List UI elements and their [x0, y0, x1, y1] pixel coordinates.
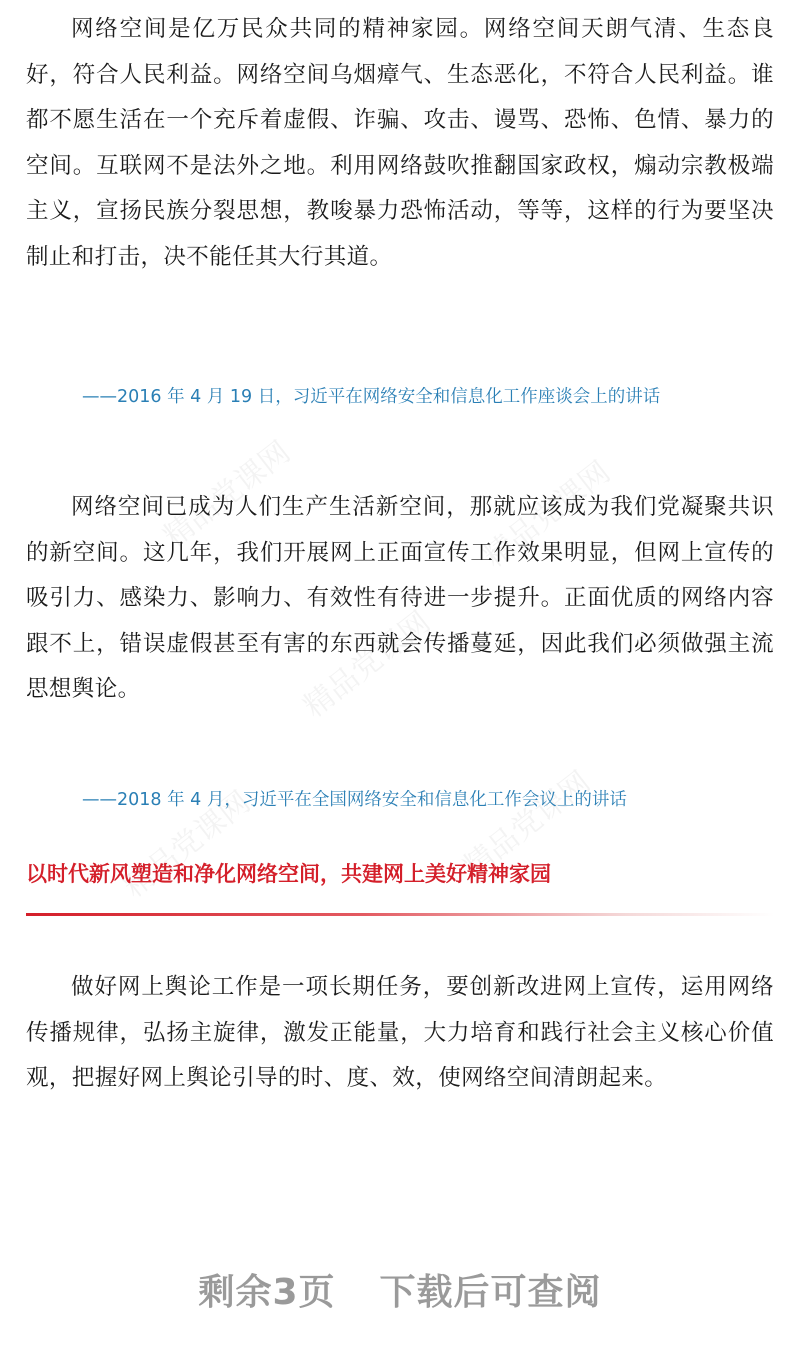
watermark: 精品党课网 [117, 784, 258, 905]
body-paragraph-2: 网络空间已成为人们生产生活新空间，那就应该成为我们党凝聚共识的新空间。这几年，我们开展网上正面宣传工作效果明显，但网上宣传的吸引力、感染力、影响力、有效性有待进一步提升。正面优质的网络内容跟不上，错误虚假甚至有害的东西就会传播蔓延，因此我们必须做强主流思想舆论。 [26, 494, 774, 702]
body-paragraph-3: 做好网上舆论工作是一项长期任务，要创新改进网上宣传，运用网络传播规律，弘扬主旋律，激发正能量，大力培育和践行社会主义核心价值观，把握好网上舆论引导的时、度、效，使网络空间清朗起来。 [26, 974, 774, 1091]
watermark: 精品党课网 [457, 764, 598, 885]
quote-attribution-2: ——2018 年 4 月，习近平在全国网络安全和信息化工作会议上的讲话 [82, 790, 627, 810]
download-to-view-text: 下载后可查阅 [379, 1272, 602, 1313]
quote-attribution-1: ——2016 年 4 月 19 日，习近平在网络安全和信息化工作座谈会上的讲话 [82, 387, 661, 407]
remaining-pages-text: 剩余3页 [198, 1272, 336, 1313]
download-prompt[interactable] [0, 1264, 800, 1315]
body-paragraph-1: 网络空间是亿万民众共同的精神家园。网络空间天朗气清、生态良好，符合人民利益。网络空间乌烟瘴气、生态恶化，不符合人民利益。谁都不愿生活在一个充斥着虚假、诈骗、攻击、谩骂、恐怖、色情、暴力的空间。互联网不是法外之地。利用网络鼓吹推翻国家政权，煽动宗教极端主义，宣扬民族分裂思想，教唆暴力恐怖活动，等等，这样的行为要坚决制止和打击，决不能任其大行其道。 [26, 16, 774, 270]
section-headline: 以时代新风塑造和净化网络空间，共建网上美好精神家园 [26, 862, 551, 886]
watermark: 精品党课网 [477, 454, 618, 575]
watermark: 精品党课网 [297, 604, 438, 725]
watermark: 精品党课网 [157, 434, 298, 555]
headline-divider [26, 913, 774, 916]
